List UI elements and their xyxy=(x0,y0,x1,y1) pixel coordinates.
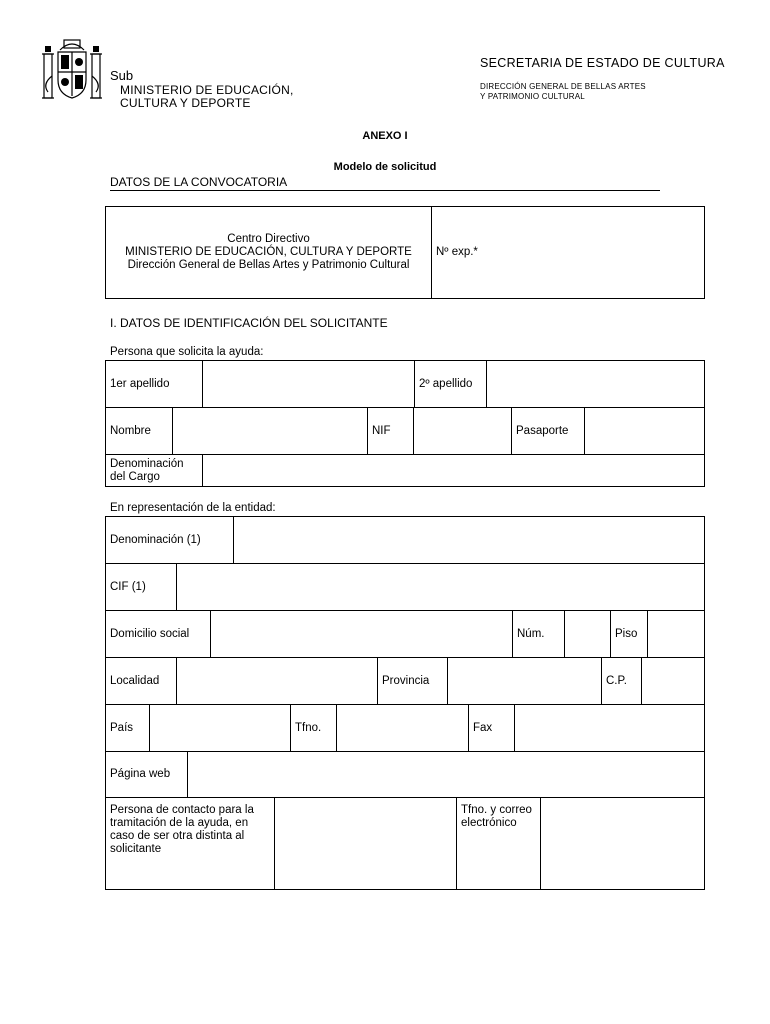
pais-field[interactable] xyxy=(150,705,291,752)
nif-field[interactable] xyxy=(414,408,512,455)
num-field[interactable] xyxy=(565,611,611,658)
domicilio-label: Domicilio social xyxy=(106,611,211,658)
contacto-row xyxy=(105,797,705,890)
contacto-line-3: caso de ser otra distinta al xyxy=(110,830,245,842)
pais-row xyxy=(105,704,705,752)
convocatoria-table xyxy=(105,206,705,299)
cif-label: CIF (1) xyxy=(106,564,177,611)
cargo-label xyxy=(106,455,203,487)
contacto-line-2: tramitación de la ayuda, en xyxy=(110,817,249,829)
provincia-field[interactable] xyxy=(448,658,602,705)
nombre-field[interactable] xyxy=(173,408,368,455)
localidad-label: Localidad xyxy=(106,658,177,705)
tfno-correo-line-1: Tfno. y correo xyxy=(461,804,532,816)
modelo-title: Modelo de solicitud xyxy=(333,161,437,173)
tfno-label: Tfno. xyxy=(291,705,337,752)
nif-label: NIF xyxy=(368,408,414,455)
solicitante-section-title: I. DATOS DE IDENTIFICACIÓN DEL SOLICITANTE xyxy=(110,316,388,330)
nombre-label: Nombre xyxy=(106,408,173,455)
secretaria-title: SECRETARIA DE ESTADO DE CULTURA xyxy=(480,56,725,70)
apellido1-field[interactable] xyxy=(203,361,415,408)
anexo-title: ANEXO I xyxy=(362,130,408,142)
contacto-line-1: Persona de contacto para la xyxy=(110,804,254,816)
domicilio-field[interactable] xyxy=(211,611,513,658)
fax-label: Fax xyxy=(469,705,515,752)
cargo-label-line-1: Denominación xyxy=(110,457,184,470)
tfno-correo-field[interactable] xyxy=(541,798,705,890)
provincia-label: Provincia xyxy=(378,658,448,705)
cargo-row xyxy=(105,454,705,487)
piso-label: Piso xyxy=(611,611,648,658)
tfno-correo-line-2: electrónico xyxy=(461,817,517,829)
nombre-row xyxy=(105,407,705,455)
pasaporte-label: Pasaporte xyxy=(512,408,585,455)
sub-label: Sub xyxy=(110,68,134,83)
apellido1-label: 1er apellido xyxy=(106,361,203,408)
contacto-line-4: solicitante xyxy=(110,843,162,855)
num-label: Núm. xyxy=(513,611,565,658)
piso-field[interactable] xyxy=(648,611,705,658)
denominacion-field[interactable] xyxy=(234,517,705,564)
convocatoria-section-title: DATOS DE LA CONVOCATORIA xyxy=(110,175,660,191)
direccion-line-2: Y PATRIMONIO CULTURAL xyxy=(480,92,585,101)
centro-directivo-cell xyxy=(106,207,432,299)
denominacion-row xyxy=(105,516,705,564)
cp-label: C.P. xyxy=(602,658,642,705)
entidad-label: En representación de la entidad: xyxy=(110,502,276,514)
cargo-label-line-2: del Cargo xyxy=(110,470,160,483)
ministry-line-2: CULTURA Y DEPORTE xyxy=(120,96,251,110)
exp-number-field[interactable] xyxy=(432,207,705,299)
ministry-name xyxy=(120,84,293,110)
domicilio-row xyxy=(105,610,705,658)
tfno-field[interactable] xyxy=(337,705,469,752)
localidad-row xyxy=(105,657,705,705)
apellido2-field[interactable] xyxy=(487,361,705,408)
exp-label: Nº exp.* xyxy=(436,246,478,258)
apellidos-row xyxy=(105,360,705,408)
direccion-general xyxy=(480,82,646,102)
centro-line-2: MINISTERIO DE EDUCACIÓN, CULTURA Y DEPORTE xyxy=(125,246,412,258)
localidad-field[interactable] xyxy=(177,658,378,705)
centro-line-1: Centro Directivo xyxy=(227,233,310,245)
web-field[interactable] xyxy=(188,752,705,798)
web-row xyxy=(105,751,705,798)
web-label: Página web xyxy=(106,752,188,798)
cif-row xyxy=(105,563,705,611)
contacto-label xyxy=(106,798,275,890)
cp-field[interactable] xyxy=(642,658,705,705)
centro-line-3: Dirección General de Bellas Artes y Patrimonio Cultural xyxy=(127,259,410,271)
pasaporte-field[interactable] xyxy=(585,408,705,455)
tfno-correo-label xyxy=(457,798,541,890)
ministry-line-1: MINISTERIO DE EDUCACIÓN, xyxy=(120,83,294,97)
apellido2-label: 2º apellido xyxy=(415,361,487,408)
fax-field[interactable] xyxy=(515,705,705,752)
coat-of-arms-icon xyxy=(38,36,106,108)
cif-field[interactable] xyxy=(177,564,705,611)
cargo-field[interactable] xyxy=(203,455,705,487)
pais-label: País xyxy=(106,705,150,752)
persona-solicita-label: Persona que solicita la ayuda: xyxy=(110,346,264,358)
contacto-field[interactable] xyxy=(275,798,457,890)
direccion-line-1: DIRECCIÓN GENERAL DE BELLAS ARTES xyxy=(480,82,646,91)
denominacion-label: Denominación (1) xyxy=(106,517,234,564)
